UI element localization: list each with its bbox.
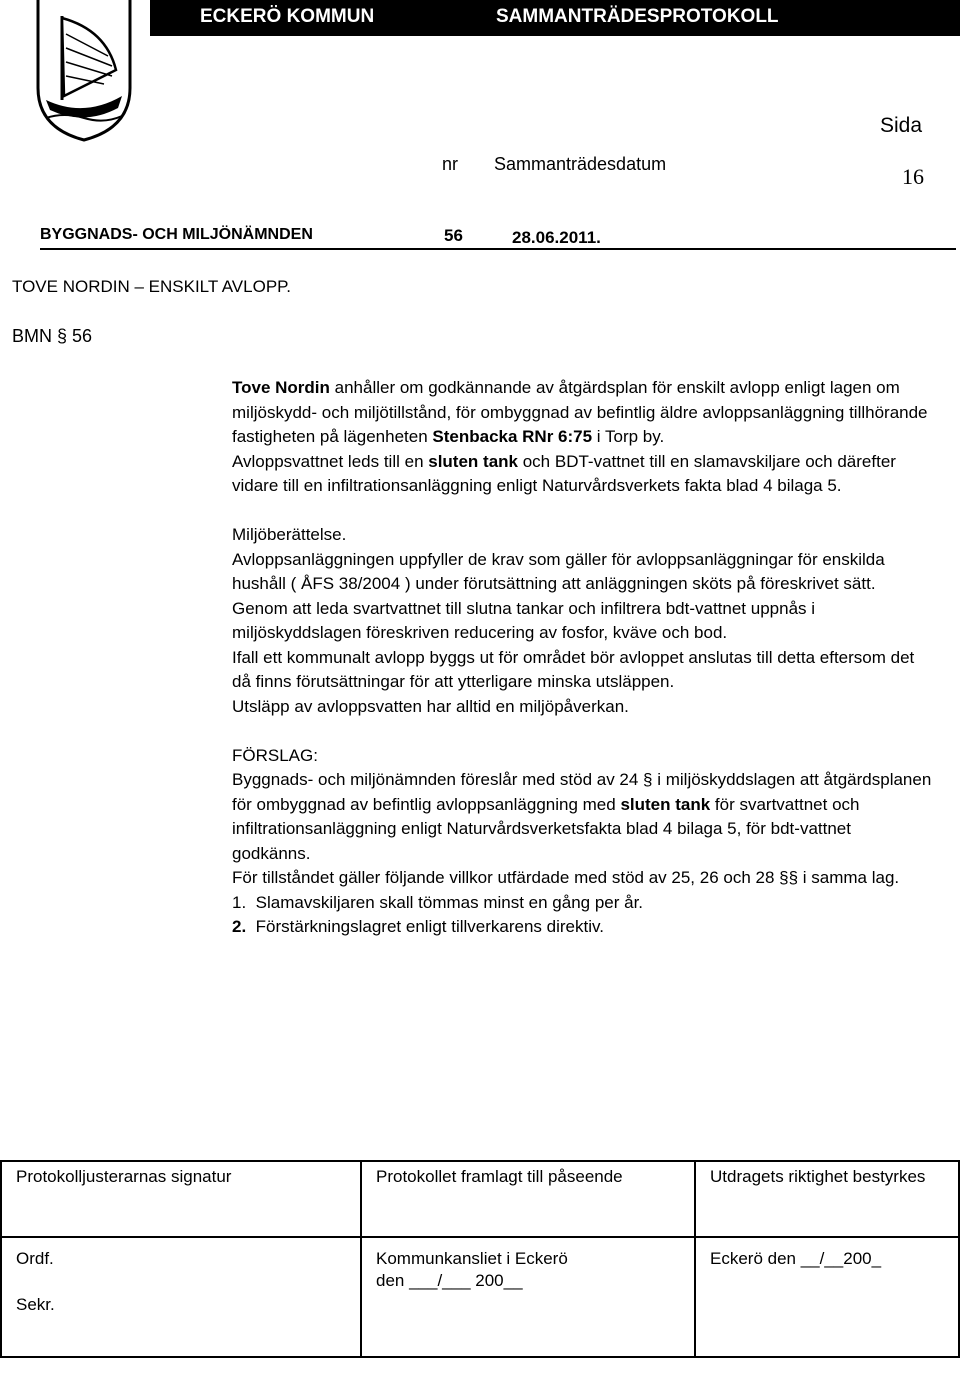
chair-signature-label: Ordf. — [16, 1249, 54, 1268]
committee-name: BYGGNADS- OCH MILJÖNÄMNDEN — [40, 226, 313, 243]
condition-item: 2. Förstärkningslagret enligt tillverkarens direktiv. — [232, 917, 604, 936]
municipality-name: ECKERÖ KOMMUN — [200, 6, 375, 27]
matter-title: TOVE NORDIN – ENSKILT AVLOPP. — [12, 277, 292, 296]
proposal-heading: FÖRSLAG: — [232, 745, 318, 765]
page-number: 16 — [902, 164, 924, 189]
property-name: Stenbacka RNr 6:75 — [432, 427, 593, 446]
meeting-date: 28.06.2011. — [512, 228, 601, 247]
certification-column-header: Utdragets riktighet bestyrkes — [710, 1167, 926, 1186]
meeting-number: 56 — [444, 226, 463, 245]
decision-body — [232, 376, 932, 940]
date-label: Sammanträdesdatum — [494, 154, 667, 174]
header-rule — [40, 248, 956, 250]
applicant-name: Tove Nordin — [232, 378, 330, 397]
sewage-paragraph: Avloppsvattnet leds till en sluten tank och BDT-vattnet till en slamavskiljare och därefter vidare till en infiltrationsanläggning enligt Naturvårdsverkets fakta blad 4 bilaga 5. — [232, 451, 896, 495]
intro-paragraph: Tove Nordin anhåller om godkännande av åtgärdsplan för enskilt avlopp enligt lagen om miljöskydd- och miljötillstånd, för ombyggnad av befintlig äldre avloppsanläggning tillhörande fastigheten på lägenheten Stenbacka RNr 6:75 i Torp by. — [232, 378, 928, 446]
posting-date: den ___/___ 200__ — [376, 1271, 523, 1290]
environment-paragraph-2: Genom att leda svartvattnet till slutna tankar och infiltrera bdt-vattnet uppnås i miljöskyddslagen föreskriven reducering av fosfor, kväve och bod. — [232, 598, 816, 642]
page-label: Sida — [880, 114, 923, 137]
environment-heading: Miljöberättelse. — [232, 525, 347, 544]
section-reference: BMN § 56 — [12, 326, 93, 346]
municipality-logo — [34, 0, 134, 142]
condition-item: 1. Slamavskiljaren skall tömmas minst en gång per år. — [232, 892, 644, 912]
proposal-paragraph: Byggnads- och miljönämnden föreslår med stöd av 24 § i miljöskyddslagen att åtgärdsplanen för ombyggnad av befintlig avloppsanläggning med sluten tank för svartvattnet och infiltrationsanläggning enligt Naturvårdsverketsfakta blad 4 bilaga 5, för bdt-vattnet godkänns. — [232, 770, 932, 863]
signature-column-header: Protokolljusterarnas signatur — [16, 1167, 232, 1186]
environment-paragraph-4: Utsläpp av avloppsvatten har alltid en miljöpåverkan. — [232, 696, 629, 716]
conditions-intro: För tillståndet gäller följande villkor utfärdade med stöd av 25, 26 och 28 §§ i samma lag. — [232, 868, 900, 887]
certification-date: Eckerö den __/__200_ — [710, 1249, 882, 1268]
nr-label: nr — [442, 154, 459, 174]
office-name: Kommunkansliet i Eckerö — [376, 1249, 568, 1268]
signature-table — [0, 1160, 960, 1358]
environment-paragraph-1: Avloppsanläggningen uppfyller de krav som gäller för avloppsanläggningar för enskilda hushåll ( ÅFS 38/2004 ) under förutsättning att anläggningen sköts på föreskrivet sätt. — [232, 549, 885, 593]
environment-paragraph-3: Ifall ett kommunalt avlopp byggs ut för området bör avloppet anslutas till detta eftersom det då finns förutsättningar för att ytterligare minska utsläppen. — [232, 647, 915, 691]
posting-column-header: Protokollet framlagt till påseende — [376, 1167, 623, 1186]
secretary-signature-label: Sekr. — [16, 1295, 55, 1314]
document-type: SAMMANTRÄDESPROTOKOLL — [496, 6, 779, 27]
